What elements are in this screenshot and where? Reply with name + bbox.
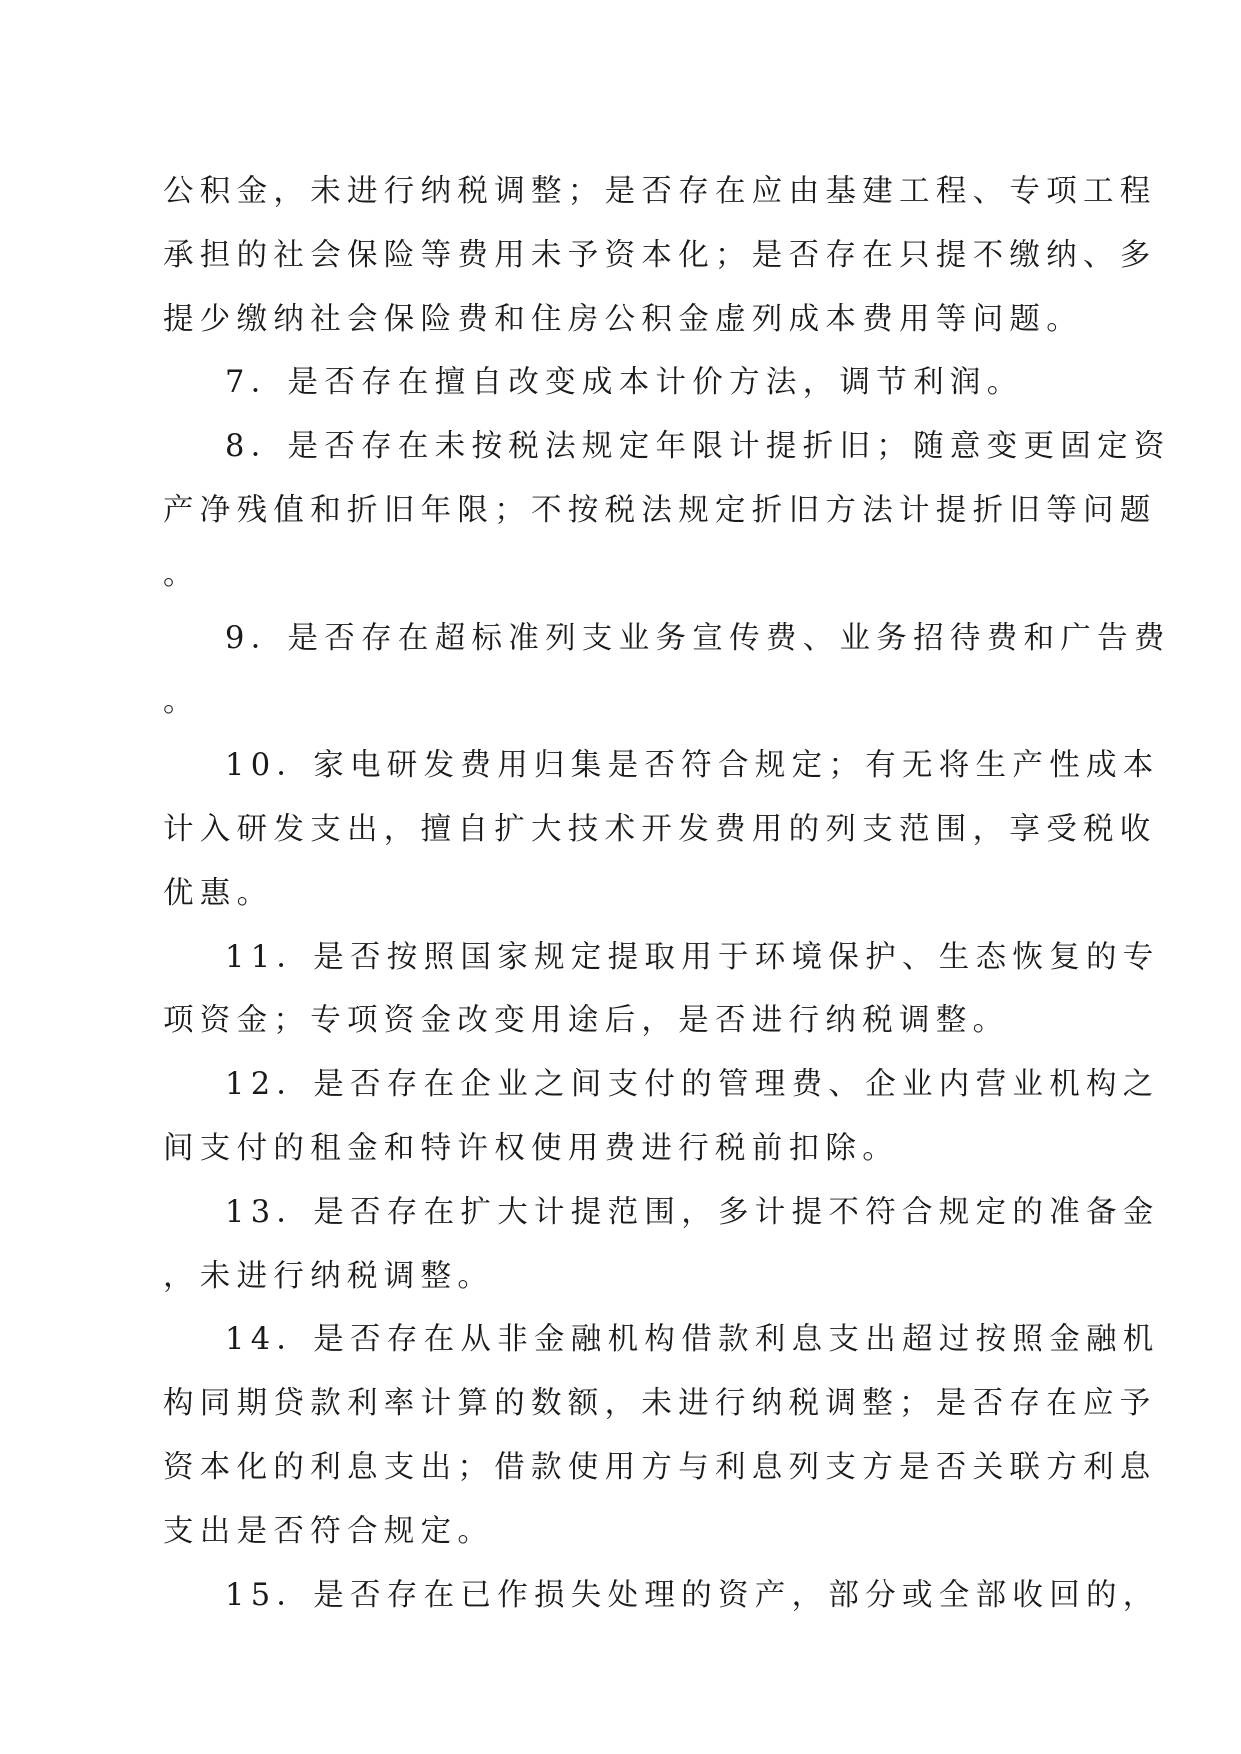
document-body [163,160,1171,1627]
paragraph-item-8 [163,415,1171,606]
text-line: 提少缴纳社会保险费和住房公积金虚列成本费用等问题。 [163,301,1083,337]
text-line: 项资金；专项资金改变用途后，是否进行纳税调整。 [163,1003,1010,1039]
text-line: 15．是否存在已作损失处理的资产，部分或全部收回的， [225,1577,1160,1613]
text-line: 8．是否存在未按税法规定年限计提折旧；随意变更固定资 [225,429,1171,465]
text-line: 14．是否存在从非金融机构借款利息支出超过按照金融机 [225,1322,1160,1358]
text-line: 10．家电研发费用归集是否符合规定；有无将生产性成本 [225,748,1160,784]
paragraph-continuation [163,160,1157,351]
text-line: 。 [163,684,200,720]
text-line: 。 [163,556,200,592]
text-line: 产净残值和折旧年限；不按税法规定折旧方法计提折旧等问题 [163,492,1157,528]
paragraph-item-15 [163,1564,1160,1628]
paragraph-item-12 [163,1053,1160,1181]
paragraph-item-10 [163,734,1160,925]
text-line: ，未进行纳税调整。 [163,1258,495,1294]
text-line: 资本化的利息支出；借款使用方与利息列支方是否关联方利息 [163,1449,1157,1485]
text-line: 公积金，未进行纳税调整；是否存在应由基建工程、专项工程 [163,174,1157,209]
text-line: 11．是否按照国家规定提取用于环境保护、生态恢复的专 [225,939,1160,975]
text-line: 9．是否存在超标准列支业务宣传费、业务招待费和广告费 [225,620,1171,656]
paragraph-item-7 [163,351,1083,415]
text-line: 间支付的租金和特许权使用费进行税前扣除。 [163,1130,899,1166]
text-line: 13．是否存在扩大计提范围，多计提不符合规定的准备金 [225,1194,1160,1230]
paragraph-item-14 [163,1308,1160,1563]
text-line: 优惠。 [163,875,274,911]
text-line: 计入研发支出，擅自扩大技术开发费用的列支范围，享受税收 [163,811,1157,847]
paragraph-item-13 [163,1181,1160,1309]
text-line: 12．是否存在企业之间支付的管理费、企业内营业机构之 [225,1067,1160,1103]
paragraph-item-9 [163,607,1171,735]
text-line: 7．是否存在擅自改变成本计价方法，调节利润。 [225,365,1024,401]
paragraph-item-11 [163,926,1160,1054]
text-line: 承担的社会保险等费用未予资本化；是否存在只提不缴纳、多 [163,237,1157,273]
text-line: 支出是否符合规定。 [163,1513,495,1549]
text-line: 构同期贷款利率计算的数额，未进行纳税调整；是否存在应予 [163,1386,1157,1422]
